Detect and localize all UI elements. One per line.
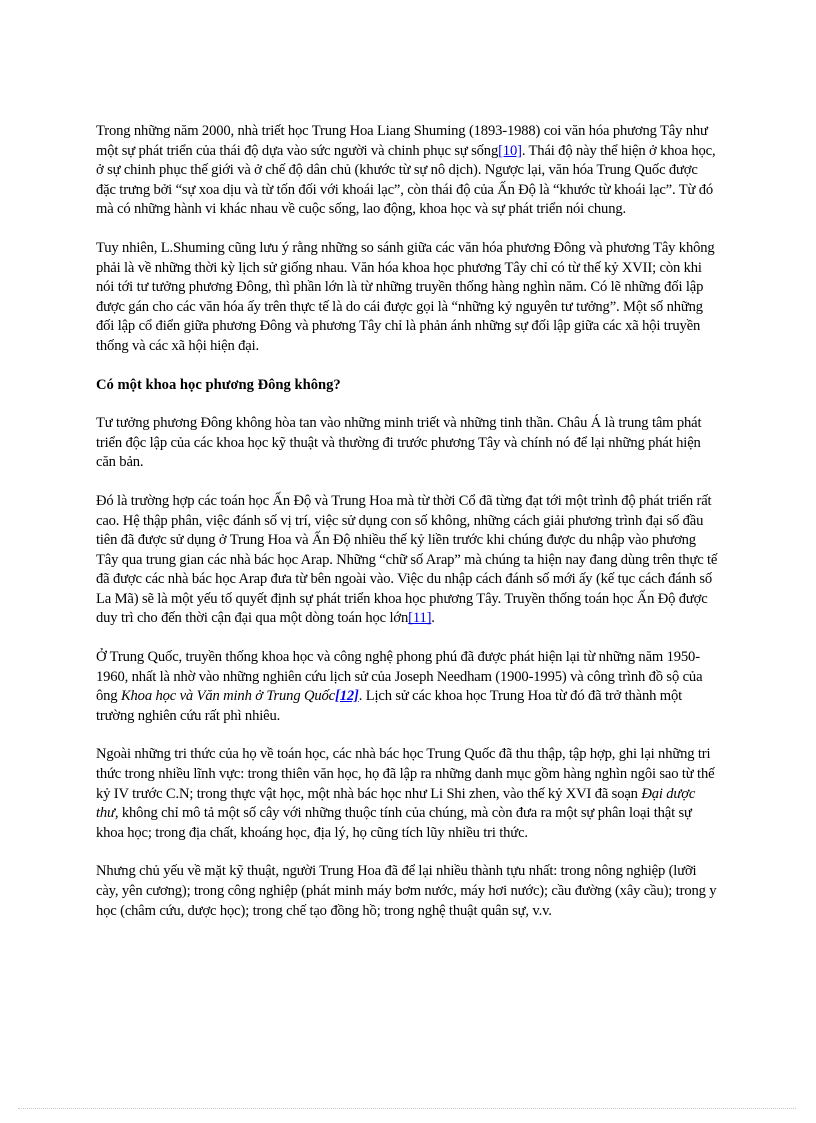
paragraph-2: [96, 239, 718, 357]
paragraph-1-text: Trong những năm 2000, nhà triết học Trung Hoa Liang Shuming (1893-1988) coi văn hóa phương Tây như một sự phát triển của thái độ dựa vào sức người và chinh phục sự sống: [96, 123, 708, 159]
section-heading: Có một khoa học phương Đông không?: [96, 376, 341, 393]
paragraph-4-text: Đó là trường hợp các toán học Ấn Độ và Trung Hoa mà từ thời Cổ đã từng đạt tới một trình độ phát triển rất cao. Hệ thập phân, việc đánh số vị trí, việc sử dụng con số không, những cách giải phương trình đại số đầu tiên đã được sử dụng ở Trung Hoa và Ấn Độ nhiều thế kỷ liền trước khi chúng được du nhập vào phương Tây qua trung gian các nhà bác học Arap. Những “chữ số Arap” mà chúng ta hiện nay đang dùng trên thực tế đã được các nhà bác học Arap đưa từ bên ngoài vào. Việc du nhập cách đánh số mới ấy (kế tục cách đánh số La Mã) sẽ là một yếu tố quyết định sự phát triển khoa học phương Tây. Truyền thống toán học Ấn Độ được duy trì cho đến thời cận đại qua một dòng toán học lớn: [96, 492, 718, 627]
footnote-ref-10[interactable]: [10]: [498, 142, 522, 159]
paragraph-7-text: Nhưng chủ yếu về mặt kỹ thuật, người Trung Hoa đã để lại nhiều thành tựu nhất: trong nông nghiệp (lưỡi cày, yên cương); trong công nghiệp (phát minh máy bơm nước, máy hơi nước); cầu đường (xây cầu); trong y học (châm cứu, dược học); trong chế tạo đồng hồ; trong nghệ thuật quân sự, v.v.: [96, 863, 717, 919]
paragraph-6-text-cont: không chỉ mô tả một số cây với những thuộc tính của chúng, mà còn đưa ra một sự phân loại thật sự khoa học; trong địa chất, khoáng học, địa lý, họ cũng tích lũy nhiều tri thức.: [96, 805, 692, 841]
paragraph-5: [96, 648, 718, 726]
paragraph-1: [96, 122, 718, 220]
paragraph-3: [96, 414, 718, 473]
paragraph-6: [96, 745, 718, 843]
paragraph-1-text-cont: . Thái độ này thể hiện ở khoa học, ở sự chinh phục thế giới và ở chế độ dân chủ (khước từ sự nô dịch). Ngược lại, văn hóa Trung Quốc được đặc trưng bởi “sự xoa dịu và từ tốn đối với khoái lạc”, còn thái độ của Ấn Độ là “khước từ khoái lạc”. Từ đó mà có những hành vi khác nhau về cuộc sống, lao động, khoa học và sự phát triển nói chung.: [96, 142, 716, 218]
document-page: [96, 122, 718, 940]
paragraph-5-text: Ở Trung Quốc, truyền thống khoa học và công nghệ phong phú đã được phát hiện lại từ những năm 1950-1960, nhất là nhờ vào những nghiên cứu lịch sử của Joseph Needham (1900-1995) và công trình đồ sộ của ông: [96, 649, 703, 705]
book-title-needham: Khoa học và Văn minh ở Trung Quốc: [120, 688, 335, 705]
paragraph-4: [96, 492, 718, 629]
paragraph-3-text: Tư tưởng phương Đông không hòa tan vào những minh triết và những tinh thần. Châu Á là trung tâm phát triển độc lập của các khoa học kỹ thuật và thường đi trước phương Tây và chính nó để lại những phát hiện căn bản.: [96, 415, 702, 471]
footnote-ref-11[interactable]: [11]: [408, 610, 432, 627]
paragraph-4-text-cont: .: [431, 610, 435, 627]
footnote-ref-12[interactable]: [12]: [335, 688, 359, 705]
paragraph-7: [96, 862, 718, 921]
paragraph-6-text: Ngoài những tri thức của họ về toán học, các nhà bác học Trung Quốc đã thu thập, tập hợp, ghi lại những tri thức trong nhiều lĩnh vực: trong thiên văn học, họ đã lập ra những danh mục gồm hàng nghìn ngôi sao từ thế kỷ IV trước C.N; trong thực vật học, một nhà bác học như Li Shi zhen, vào thế kỷ XVI đã soạn: [96, 746, 715, 802]
paragraph-2-text: Tuy nhiên, L.Shuming cũng lưu ý rằng những so sánh giữa các văn hóa phương Đông và phương Tây không phải là về những thời kỳ lịch sử giống nhau. Văn hóa khoa học phương Tây chỉ có từ thế kỷ XVII; còn khi nói tới tư tưởng phương Đông, thì phần lớn là từ những truyền thống hàng nghìn năm. Có lẽ những đối lập được gán cho các văn hóa ấy trên thực tế là do cái được gọi là “những kỷ nguyên tư tưởng”. Một số những đối lập cổ điển giữa phương Đông và phương Tây chỉ là phản ánh những sự đối lập giữa các xã hội truyền thống và các xã hội hiện đại.: [96, 239, 715, 354]
page-bottom-border: [18, 1108, 796, 1109]
paragraph-5-text-cont: . Lịch sử các khoa học Trung Hoa từ đó đã trở thành một trường nghiên cứu rất phì nhiêu.: [96, 688, 683, 724]
book-title-dai-duoc-thu: Đại dược thư,: [96, 785, 696, 822]
